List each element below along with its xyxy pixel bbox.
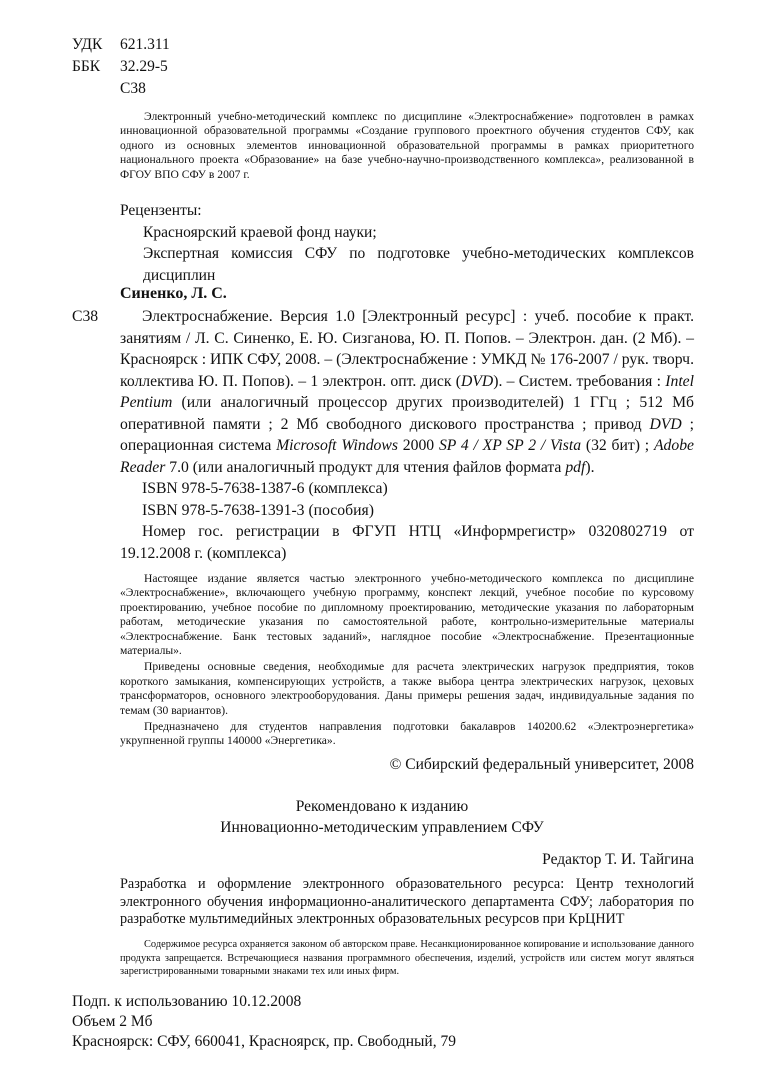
classification-codes [72, 34, 170, 100]
bbk-label: ББК [72, 58, 101, 75]
desc-part: 2000 [397, 437, 439, 454]
catalog-description [120, 306, 694, 478]
recommendation-line2: Инновационно-методическим управлением СФУ [220, 819, 544, 836]
desc-part: (или аналогичный процессор других производителей) 1 ГГц ; 512 Мб оперативной памяти ; 2 Мб свободного дискового пространства ; привод [120, 394, 694, 433]
udk-value: 621.311 [120, 36, 170, 53]
desc-italic: Adobe Reader [120, 437, 695, 476]
publication-info [72, 992, 456, 1052]
annotation-paragraph: Настоящее издание является частью электронного учебно-методического комплекса по дисциплине «Электроснабжение», включающего учебную программу, конспект лекций, учебное пособие по курсовому проектированию, учебное пособие по дипломному проектированию, методические указания по лабораторным работам, методические указания по самостоятельной работе, контрольно-измерительные материалы «Электроснабжение. Банк тестовых заданий», наглядное пособие «Электроснабжение. Презентационные материалы». [120, 572, 694, 658]
isbn-book: ISBN 978-5-7638-1391-3 (пособия) [142, 501, 374, 519]
udk-row [72, 34, 170, 56]
udk-label: УДК [72, 36, 103, 53]
catalog-author: Синенко, Л. С. [120, 285, 227, 302]
desc-part: ; операционная система [120, 415, 695, 454]
annotation-main [120, 572, 694, 751]
desc-italic: pdf [565, 458, 586, 476]
catalog-body [120, 306, 694, 564]
desc-part: ). [585, 458, 595, 476]
annotation-top [120, 110, 694, 182]
reviewers-title: Рецензенты: [120, 202, 202, 219]
reviewer-item: Красноярский краевой фонд науки; [143, 223, 377, 241]
desc-part: ). – Систем. требования : [493, 372, 666, 390]
desc-italic: Intel Pentium [120, 372, 694, 411]
bbk-row [72, 56, 170, 78]
desc-italic: SP 4 / XP SP 2 / Vista [438, 437, 582, 454]
desc-part: 7.0 (или аналогичный продукт для чтения файлов формата [165, 458, 566, 476]
annotation-paragraph: Предназначено для студентов направления подготовки бакалавров 140200.62 «Электроэнергетика» укрупненной группы 140000 «Энергетика». [120, 720, 694, 748]
development-credits: Разработка и оформление электронного образовательного ресурса: Центр технологий электронного обучения информационно-аналитического департамента СФУ; лаборатория по разработке мультимедийных электронных образовательных ресурсов при КрЦНИТ [120, 876, 694, 927]
annotation-top-text: Электронный учебно-методический комплекс по дисциплине «Электроснабжение» подготовлен в рамках инновационной образовательной программы «Создание группового проектного обучения студентов СФУ, как одного из основных элементов инновационной образовательной программы в рамках приоритетного национального проекта «Образование» на базе учебно-научно-производственного комплекса», реализованной в ФГОУ ВПО СФУ в 2007 г. [120, 110, 694, 181]
publication-signed: Подп. к использованию 10.12.2008 [72, 993, 302, 1010]
bbk-value: 32.29-5 [120, 58, 168, 75]
publication-volume: Объем 2 Мб [72, 1013, 153, 1030]
reviewer-item: Экспертная комиссия СФУ по подготовке учебно-методических комплексов дисциплин [143, 245, 694, 284]
recommendation [0, 796, 764, 838]
desc-italic: DVD [649, 415, 682, 433]
copyright: © Сибирский федеральный университет, 2008 [389, 756, 694, 773]
desc-part: (32 бит) ; [581, 437, 654, 454]
registration-number: Номер гос. регистрации в ФГУП НТЦ «Информрегистр» 0320802719 от 19.12.2008 г. (комплекса) [120, 523, 694, 562]
recommendation-line1: Рекомендовано к изданию [295, 798, 469, 815]
desc-italic: DVD [460, 372, 494, 390]
legal-note: Содержимое ресурса охраняется законом об авторском праве. Несанкционированное копирование и использование данного продукта запрещается. Встречающиеся названия программного обеспечения, изделий, устройств или систем могут являться зарегистрированными товарными знаками тех или иных фирм. [120, 939, 694, 977]
desc-italic: Microsoft Windows [276, 437, 398, 454]
editor: Редактор Т. И. Тайгина [542, 851, 694, 868]
desc-part: Электроснабжение. Версия 1.0 [Электронный ресурс] : учеб. пособие к практ. занятиям / Л. С. Синенко, Е. Ю. Сизганова, Ю. П. Попов. – Электрон. дан. (2 Мб). – Красноярск : ИПК СФУ, 2008. – (Электроснабжение : УМКД № 176-2007 / рук. творч. коллектива Ю. П. Попов). – 1 электрон. опт. диск ( [120, 308, 694, 390]
annotation-paragraph: Приведены основные сведения, необходимые для расчета электрических нагрузок предприятия, токов короткого замыкания, компенсирующих устройств, а также выбора центра электрических нагрузок, цеховых трансформаторов, основного электрооборудования. Даны примеры решения задач, индивидуальные задания по темам (30 вариантов). [120, 660, 694, 717]
catalog-entry [72, 306, 694, 564]
author-sign: С38 [120, 80, 146, 97]
catalog-sign: С38 [72, 308, 99, 325]
publication-address: Красноярск: СФУ, 660041, Красноярск, пр. Свободный, 79 [72, 1033, 456, 1050]
isbn-complex: ISBN 978-5-7638-1387-6 (комплекса) [142, 480, 388, 497]
reviewers-block [120, 200, 694, 286]
